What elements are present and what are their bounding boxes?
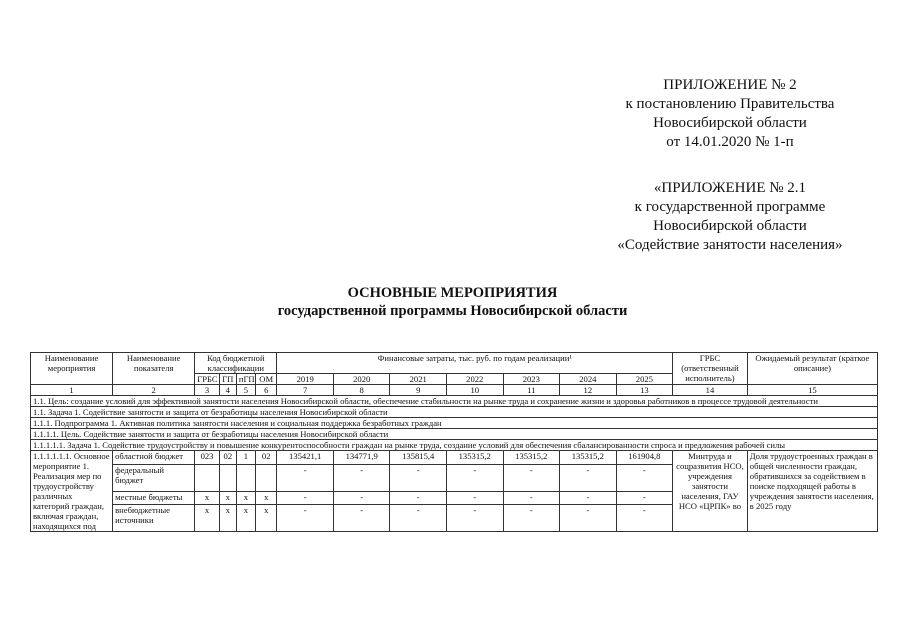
header-grbs: ГРБС (ответственный исполнитель) [673, 353, 748, 385]
col-num: 9 [390, 385, 447, 396]
value: 135315,2 [446, 451, 503, 465]
section-goal: 1.1. Цель: создание условий для эффективной занятости населения Новосибирской области, обеспечение стабильности на рынке труда и сохранение жизни и здоровья работников в процессе трудовой деятельности [31, 396, 878, 407]
col-num: 2 [113, 385, 195, 396]
col-num: 14 [673, 385, 748, 396]
value: 161904,8 [616, 451, 673, 465]
code: х [195, 491, 220, 505]
code: 023 [195, 451, 220, 465]
appendix-block [600, 76, 860, 152]
header-name: Наименование мероприятия [31, 353, 113, 385]
value: 134771,9 [333, 451, 390, 465]
appendix2-program: «Содействие занятости населения» [617, 237, 843, 253]
header-finance: Финансовые затраты, тыс. руб. по годам реализации¹ [277, 353, 673, 374]
value: - [277, 505, 334, 532]
col-num: 7 [277, 385, 334, 396]
code: 1 [236, 451, 255, 465]
appendix2-region: Новосибирской области [653, 218, 807, 234]
code-col-pgp: пГП [236, 374, 255, 385]
appendix2-block [600, 179, 860, 255]
measure-grbs: Минтруда и соцразвития НСО, учреждения занятости населения, ГАУ НСО «ЦРПК» во [673, 451, 748, 532]
code: х [236, 505, 255, 532]
section-subprogram: 1.1.1. Подпрограмма 1. Активная политика занятости населения и социальная поддержка безработных граждан [31, 418, 878, 429]
code [219, 464, 236, 491]
section-row [31, 440, 878, 451]
col-num: 10 [446, 385, 503, 396]
header-row [31, 353, 878, 374]
value: 135315,2 [560, 451, 617, 465]
value: - [503, 505, 560, 532]
value: - [333, 464, 390, 491]
col-num: 6 [256, 385, 277, 396]
value: 135815,4 [390, 451, 447, 465]
value: - [390, 505, 447, 532]
section-row [31, 429, 878, 440]
appendix2-ref: к государственной программе [634, 199, 826, 215]
section-row [31, 396, 878, 407]
document-title: ОСНОВНЫЕ МЕРОПРИЯТИЯ [347, 285, 558, 301]
appendix-date: от 14.01.2020 № 1-п [666, 134, 794, 150]
indicator: местные бюджеты [113, 491, 195, 505]
section-subtask: 1.1.1.1.1. Задача 1. Содействие трудоустройству и повышение конкурентоспособности граждан на рынке труда, создание условий для обеспечения сбалансированности спроса и предложения рабочей силы [31, 440, 878, 451]
section-task: 1.1. Задача 1. Содействие занятости и защита от безработицы населения Новосибирской области [31, 407, 878, 418]
value: - [333, 491, 390, 505]
value: - [560, 505, 617, 532]
value: - [390, 491, 447, 505]
year-2021: 2021 [390, 374, 447, 385]
indicator: внебюджетные источники [113, 505, 195, 532]
col-num: 11 [503, 385, 560, 396]
code: х [219, 491, 236, 505]
measures-table [30, 352, 878, 532]
code-col-om: ОМ [256, 374, 277, 385]
year-2019: 2019 [277, 374, 334, 385]
document-subtitle: государственной программы Новосибирской области [277, 303, 628, 319]
col-num: 3 [195, 385, 220, 396]
col-num: 13 [616, 385, 673, 396]
value: - [446, 491, 503, 505]
code: х [219, 505, 236, 532]
value: - [503, 491, 560, 505]
value: - [446, 464, 503, 491]
section-subgoal: 1.1.1.1. Цель. Содействие занятости и защита от безработицы населения Новосибирской области [31, 429, 878, 440]
code-col-gp: ГП [219, 374, 236, 385]
value: - [503, 464, 560, 491]
value: - [560, 491, 617, 505]
code: 02 [256, 451, 277, 465]
value: 135315,2 [503, 451, 560, 465]
section-row [31, 418, 878, 429]
value: 135421,1 [277, 451, 334, 465]
appendix-number: ПРИЛОЖЕНИЕ № 2 [663, 77, 797, 93]
section-row [31, 407, 878, 418]
value: - [560, 464, 617, 491]
measure-name: 1.1.1.1.1.1. Основное мероприятие 1. Реализация мер по трудоустройству различных категорий граждан, включая граждан, находящихся под [31, 451, 113, 532]
measure-result: Доля трудоустроенных граждан в общей численности граждан, обратившихся за содействием в поиске подходящей работы в учреждения занятости населения, в 2025 году [747, 451, 877, 532]
code: х [256, 505, 277, 532]
indicator: федеральный бюджет [113, 464, 195, 491]
value: - [446, 505, 503, 532]
value: - [616, 491, 673, 505]
year-2023: 2023 [503, 374, 560, 385]
value: - [616, 505, 673, 532]
col-num: 4 [219, 385, 236, 396]
year-2025: 2025 [616, 374, 673, 385]
col-num: 5 [236, 385, 255, 396]
code: 02 [219, 451, 236, 465]
table-row [31, 451, 878, 465]
column-numbers-row [31, 385, 878, 396]
year-2022: 2022 [446, 374, 503, 385]
code-col-grbs: ГРБС [195, 374, 220, 385]
year-2024: 2024 [560, 374, 617, 385]
col-num: 8 [333, 385, 390, 396]
code: х [195, 505, 220, 532]
code [256, 464, 277, 491]
indicator: областной бюджет [113, 451, 195, 465]
code [236, 464, 255, 491]
header-result: Ожидаемый результат (краткое описание) [747, 353, 877, 385]
code [195, 464, 220, 491]
header-indicator: Наименование показателя [113, 353, 195, 385]
col-num: 15 [747, 385, 877, 396]
appendix-ref: к постановлению Правительства [625, 96, 835, 112]
appendix-region: Новосибирской области [653, 115, 807, 131]
value: - [277, 464, 334, 491]
code: х [256, 491, 277, 505]
value: - [390, 464, 447, 491]
year-2020: 2020 [333, 374, 390, 385]
col-num: 12 [560, 385, 617, 396]
code: х [236, 491, 255, 505]
value: - [616, 464, 673, 491]
col-num: 1 [31, 385, 113, 396]
appendix2-number: «ПРИЛОЖЕНИЕ № 2.1 [653, 180, 807, 196]
value: - [277, 491, 334, 505]
header-code: Код бюджетной классификации [195, 353, 277, 374]
value: - [333, 505, 390, 532]
